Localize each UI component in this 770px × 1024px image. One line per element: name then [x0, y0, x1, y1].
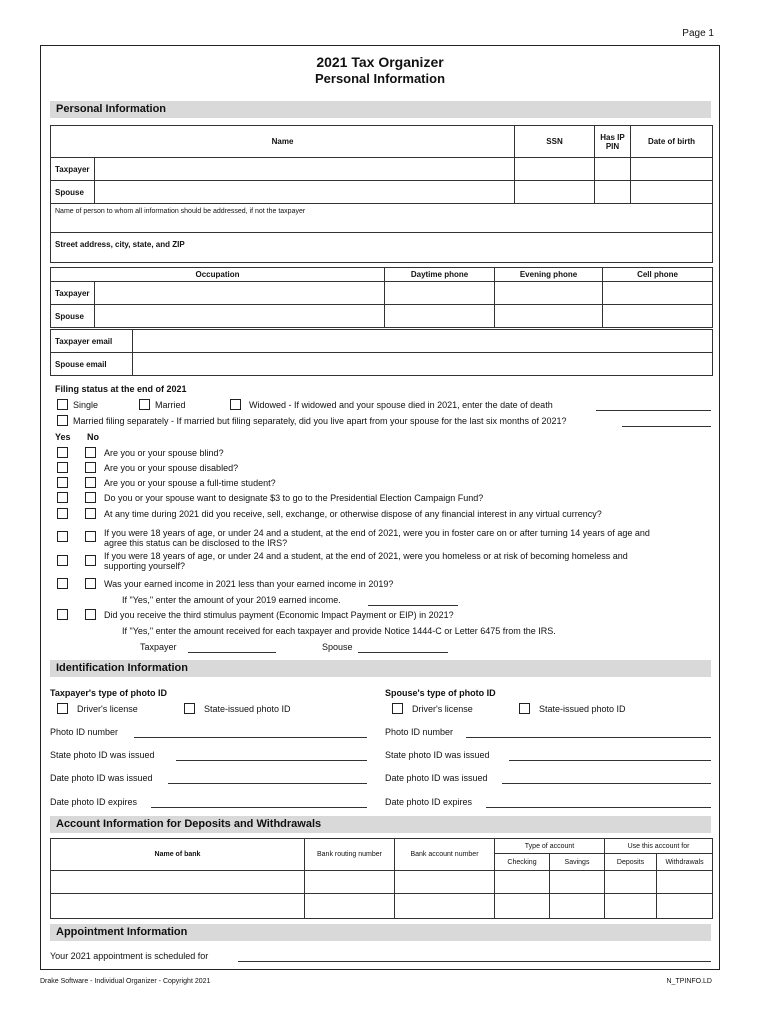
- widowed-checkbox[interactable]: [230, 399, 241, 410]
- q9-yes-checkbox[interactable]: [57, 609, 68, 620]
- col-withdrawals-header: Withdrawals: [657, 854, 713, 871]
- spouse-state-issued-label: State photo ID was issued: [385, 750, 490, 760]
- savings-field[interactable]: [550, 894, 605, 919]
- taxpayer-date-expires-label: Date photo ID expires: [50, 797, 138, 807]
- q5-yes-checkbox[interactable]: [57, 508, 68, 519]
- question-student: Are you or your spouse a full-time student?: [104, 478, 276, 488]
- email-table: [50, 329, 713, 376]
- taxpayer-dob-field[interactable]: [631, 158, 713, 181]
- mfs-answer-field[interactable]: [622, 426, 711, 427]
- spouse-occupation-field[interactable]: [95, 305, 385, 328]
- col-cell-header: Cell phone: [603, 268, 713, 282]
- spouse-ssn-field[interactable]: [515, 181, 595, 204]
- followup-stimulus: If "Yes," enter the amount received for each taxpayer and provide Notice 1444-C or Letter 6475 from the IRS.: [122, 626, 556, 636]
- deposits-field[interactable]: [605, 871, 657, 894]
- yes-column-label: Yes: [55, 432, 71, 442]
- mfs-checkbox[interactable]: [57, 415, 68, 426]
- address-label: Street address, city, state, and ZIP: [55, 240, 185, 249]
- col-use-header: Use this account for: [605, 839, 713, 854]
- q8-no-checkbox[interactable]: [85, 578, 96, 589]
- appointment-field[interactable]: [238, 961, 711, 962]
- taxpayer-email-label: Taxpayer email: [51, 330, 133, 353]
- q8-yes-checkbox[interactable]: [57, 578, 68, 589]
- spouse-state-id-checkbox[interactable]: [519, 703, 530, 714]
- question-blind: Are you or your spouse blind?: [104, 448, 224, 458]
- stimulus-spouse-field[interactable]: [358, 652, 448, 653]
- row-spouse-label: Spouse: [51, 181, 95, 204]
- col-type-header: Type of account: [495, 839, 605, 854]
- spouse-ippin-field[interactable]: [595, 181, 631, 204]
- q5-no-checkbox[interactable]: [85, 508, 96, 519]
- spouse-dob-field[interactable]: [631, 181, 713, 204]
- spouse-date-expires-field[interactable]: [486, 807, 711, 808]
- bank-name-field[interactable]: [51, 871, 305, 894]
- col-name-header: Name: [51, 126, 515, 158]
- taxpayer-evening-field[interactable]: [495, 282, 603, 305]
- col-deposits-header: Deposits: [605, 854, 657, 871]
- q7-no-checkbox[interactable]: [85, 555, 96, 566]
- section-identification: Identification Information: [50, 660, 711, 677]
- taxpayer-drivers-license-label: Driver's license: [77, 704, 138, 714]
- taxpayer-name-field[interactable]: [95, 158, 515, 181]
- withdrawals-field[interactable]: [657, 894, 713, 919]
- taxpayer-date-issued-field[interactable]: [168, 783, 367, 784]
- q4-yes-checkbox[interactable]: [57, 492, 68, 503]
- col-checking-header: Checking: [495, 854, 550, 871]
- deposits-field[interactable]: [605, 894, 657, 919]
- spouse-drivers-license-checkbox[interactable]: [392, 703, 403, 714]
- taxpayer-ippin-field[interactable]: [595, 158, 631, 181]
- widowed-label: Widowed - If widowed and your spouse died in 2021, enter the date of death: [249, 400, 553, 410]
- taxpayer-daytime-field[interactable]: [385, 282, 495, 305]
- q3-yes-checkbox[interactable]: [57, 477, 68, 488]
- page-number: Page 1: [682, 28, 714, 39]
- account-row: [51, 871, 713, 894]
- taxpayer-state-issued-field[interactable]: [176, 760, 367, 761]
- spouse-cell-field[interactable]: [603, 305, 713, 328]
- spouse-date-issued-field[interactable]: [502, 783, 711, 784]
- spouse-photo-id-type-label: Spouse's type of photo ID: [385, 688, 496, 698]
- section-account-information: Account Information for Deposits and Withdrawals: [50, 816, 711, 833]
- q1-no-checkbox[interactable]: [85, 447, 96, 458]
- married-label: Married: [155, 400, 186, 410]
- spouse-email-label: Spouse email: [51, 353, 133, 376]
- taxpayer-photo-id-number-field[interactable]: [134, 737, 367, 738]
- withdrawals-field[interactable]: [657, 871, 713, 894]
- col-ssn-header: SSN: [515, 126, 595, 158]
- spouse-state-issued-field[interactable]: [509, 760, 711, 761]
- col-occupation-header: Occupation: [51, 268, 385, 282]
- taxpayer-date-expires-field[interactable]: [151, 807, 367, 808]
- taxpayer-state-id-checkbox[interactable]: [184, 703, 195, 714]
- routing-number-field[interactable]: [305, 894, 395, 919]
- earned-income-2019-field[interactable]: [368, 605, 458, 606]
- q7-yes-checkbox[interactable]: [57, 555, 68, 566]
- q6-no-checkbox[interactable]: [85, 531, 96, 542]
- occupation-table: [50, 267, 713, 328]
- checking-field[interactable]: [495, 871, 550, 894]
- taxpayer-photo-id-type-label: Taxpayer's type of photo ID: [50, 688, 167, 698]
- col-routing-header: Bank routing number: [305, 839, 395, 871]
- stimulus-taxpayer-field[interactable]: [188, 652, 276, 653]
- footer-form-code: N_TPINFO.LD: [666, 978, 712, 985]
- question-stimulus: Did you receive the third stimulus payment (Economic Impact Payment or EIP) in 2021?: [104, 610, 454, 620]
- taxpayer-email-field[interactable]: [133, 330, 713, 353]
- taxpayer-state-issued-label: State photo ID was issued: [50, 750, 155, 760]
- section-personal-information: Personal Information: [50, 101, 711, 118]
- address-field[interactable]: [51, 233, 713, 263]
- account-number-field[interactable]: [395, 871, 495, 894]
- taxpayer-date-issued-label: Date photo ID was issued: [50, 773, 153, 783]
- taxpayer-occupation-field[interactable]: [95, 282, 385, 305]
- account-row: [51, 894, 713, 919]
- spouse-photo-id-number-label: Photo ID number: [385, 727, 454, 737]
- account-table: [50, 838, 713, 919]
- q3-no-checkbox[interactable]: [85, 477, 96, 488]
- spouse-photo-id-number-field[interactable]: [466, 737, 711, 738]
- routing-number-field[interactable]: [305, 871, 395, 894]
- single-checkbox[interactable]: [57, 399, 68, 410]
- question-foster-care: If you were 18 years of age, or under 24 and a student, at the end of 2021, were you in foster care on or after turning 14 years of age and agree this status can be disclosed to the IRS?: [104, 528, 650, 548]
- col-ippin-header: Has IP PIN: [595, 126, 631, 158]
- taxpayer-ssn-field[interactable]: [515, 158, 595, 181]
- no-column-label: No: [87, 432, 99, 442]
- footer-copyright: Drake Software - Individual Organizer - Copyright 2021: [40, 978, 211, 985]
- col-dob-header: Date of birth: [631, 126, 713, 158]
- mfs-label: Married filing separately - If married but filing separately, did you live apart from your spouse for the last six months of 2021?: [73, 416, 567, 426]
- followup-earned-income: If "Yes," enter the amount of your 2019 earned income.: [122, 595, 341, 605]
- taxpayer-drivers-license-checkbox[interactable]: [57, 703, 68, 714]
- question-earned-income: Was your earned income in 2021 less than your earned income in 2019?: [104, 579, 394, 589]
- q2-no-checkbox[interactable]: [85, 462, 96, 473]
- spouse-state-id-label: State-issued photo ID: [539, 704, 626, 714]
- spouse-evening-field[interactable]: [495, 305, 603, 328]
- account-number-field[interactable]: [395, 894, 495, 919]
- addressee-field[interactable]: [51, 204, 713, 233]
- checking-field[interactable]: [495, 894, 550, 919]
- section-appointment: Appointment Information: [50, 924, 711, 941]
- question-campaign-fund: Do you or your spouse want to designate $3 to go to the Presidential Election Campaign Fund?: [104, 493, 484, 503]
- spouse-email-field[interactable]: [133, 353, 713, 376]
- q2-yes-checkbox[interactable]: [57, 462, 68, 473]
- bank-name-field[interactable]: [51, 894, 305, 919]
- spouse-date-expires-label: Date photo ID expires: [385, 797, 473, 807]
- stimulus-spouse-label: Spouse: [322, 642, 353, 652]
- q9-no-checkbox[interactable]: [85, 609, 96, 620]
- col-bank-name-header: Name of bank: [51, 839, 305, 871]
- question-disabled: Are you or your spouse disabled?: [104, 463, 239, 473]
- appointment-label: Your 2021 appointment is scheduled for: [50, 951, 209, 961]
- col-savings-header: Savings: [550, 854, 605, 871]
- q6-yes-checkbox[interactable]: [57, 531, 68, 542]
- col-account-header: Bank account number: [395, 839, 495, 871]
- question-virtual-currency: At any time during 2021 did you receive, sell, exchange, or otherwise dispose of any financial interest in any virtual currency?: [104, 509, 602, 519]
- stimulus-taxpayer-label: Taxpayer: [140, 642, 177, 652]
- spouse-daytime-field[interactable]: [385, 305, 495, 328]
- savings-field[interactable]: [550, 871, 605, 894]
- addressee-label: Name of person to whom all information should be addressed, if not the taxpayer: [55, 208, 306, 215]
- occupation-spouse-label: Spouse: [51, 305, 95, 328]
- filing-status-heading: Filing status at the end of 2021: [55, 384, 187, 394]
- spouse-name-field[interactable]: [95, 181, 515, 204]
- form-subtitle: Personal Information: [314, 71, 446, 86]
- q4-no-checkbox[interactable]: [85, 492, 96, 503]
- spouse-date-issued-label: Date photo ID was issued: [385, 773, 488, 783]
- q1-yes-checkbox[interactable]: [57, 447, 68, 458]
- occupation-taxpayer-label: Taxpayer: [51, 282, 95, 305]
- col-evening-header: Evening phone: [495, 268, 603, 282]
- taxpayer-state-id-label: State-issued photo ID: [204, 704, 291, 714]
- col-daytime-header: Daytime phone: [385, 268, 495, 282]
- single-label: Single: [73, 400, 99, 410]
- spouse-drivers-license-label: Driver's license: [412, 704, 473, 714]
- form-title: 2021 Tax Organizer: [316, 54, 444, 70]
- taxpayer-cell-field[interactable]: [603, 282, 713, 305]
- married-checkbox[interactable]: [139, 399, 150, 410]
- taxpayer-photo-id-number-label: Photo ID number: [50, 727, 119, 737]
- question-homeless: If you were 18 years of age, or under 24 and a student, at the end of 2021, were you homeless or at risk of becoming homeless and supporting yourself?: [104, 551, 628, 571]
- date-of-death-field[interactable]: [596, 410, 711, 411]
- personal-name-table: [50, 125, 713, 263]
- row-taxpayer-label: Taxpayer: [51, 158, 95, 181]
